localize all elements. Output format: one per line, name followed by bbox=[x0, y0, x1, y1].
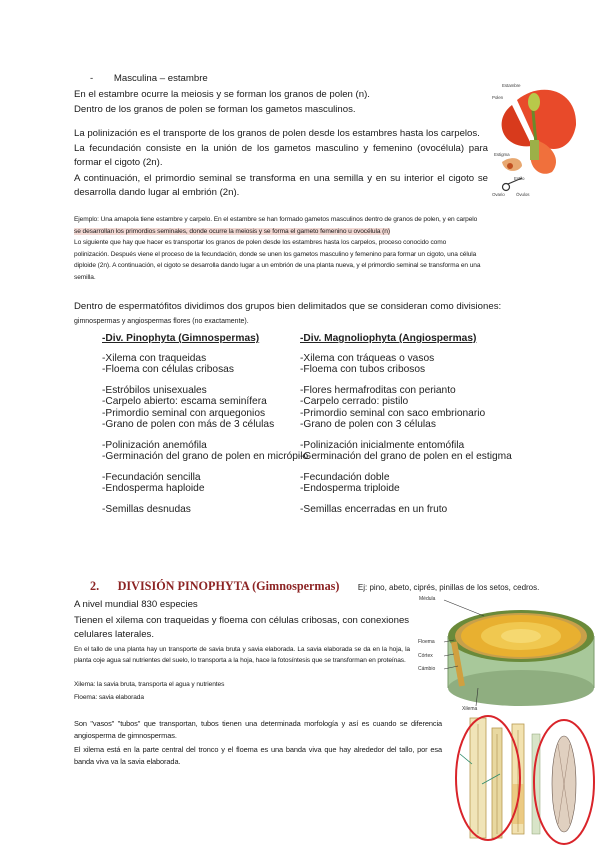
trunk-label-floema: Floema bbox=[418, 639, 435, 645]
flower-label-estilo: Estilo bbox=[514, 176, 525, 181]
right-item: -Germinación del grano de polen en el estigma bbox=[300, 451, 512, 462]
species-count: A nivel mundial 830 especies bbox=[74, 599, 198, 610]
trunk-diagram bbox=[414, 596, 600, 714]
left-item: -Carpelo abierto: escama seminífera bbox=[102, 396, 267, 407]
trunk-label-cortex: Córtex bbox=[418, 653, 433, 659]
phloem-definition: Floema: savia elaborada bbox=[74, 694, 144, 701]
left-item: -Polinización anemófila bbox=[102, 439, 207, 451]
angiosperm-header: -Div. Magnoliophyta (Angiospermas) bbox=[300, 333, 477, 344]
trunk-label-xilema: Xilema bbox=[462, 706, 478, 712]
flower-label-ovario: Ovario bbox=[492, 192, 505, 197]
right-item: -Primordio seminal con saco embrionario bbox=[300, 407, 486, 419]
section-heading bbox=[90, 577, 560, 595]
left-group bbox=[102, 353, 308, 376]
bullet-dash: - bbox=[90, 73, 94, 84]
flower-label-estigma: Estigma bbox=[494, 152, 510, 157]
example-line-4: polinización. Después viene el proceso de la fecundación, donde se unen los gametos masculino y femenino para formar un cigoto, una célula bbox=[74, 250, 477, 258]
section-number: 2. bbox=[90, 579, 100, 593]
phloem-band-text: El xilema está en la parte central del tronco y el floema es una banda viva que hay alrededor del tallo, por esa banda viva va la savia elaborada. bbox=[74, 745, 442, 767]
paragraph-fertilization: La fecundación consiste en la unión de los gametos masculino y femenino (ovocélula) para formar el cigoto (2n). bbox=[74, 143, 488, 168]
right-group bbox=[300, 353, 512, 376]
example-line-2 bbox=[74, 226, 534, 238]
right-item: -Endosperma triploide bbox=[300, 483, 400, 494]
left-item: -Estróbilos unisexuales bbox=[102, 384, 207, 396]
paragraph-meiosis: En el estambre ocurre la meiosis y se forman los granos de polen (n). bbox=[74, 89, 370, 100]
left-group bbox=[102, 440, 308, 463]
trunk-cross-section bbox=[414, 596, 600, 714]
left-group bbox=[102, 385, 308, 431]
vascular-tissue-illustration bbox=[452, 714, 600, 848]
right-item: -Semillas encerradas en un fruto bbox=[300, 503, 448, 515]
division-intro-main: Dentro de espermatófitos dividimos dos grupos bien delimitados que se consideran como divisiones: bbox=[74, 301, 502, 312]
left-group bbox=[102, 472, 308, 495]
example-line-1: Ejemplo: Una amapola tiene estambre y carpelo. En el estambre se han formado gametos masculinos dentro de granos de polen, y en carpelo bbox=[74, 216, 478, 223]
left-item: -Germinación del grano de polen en micrópilo bbox=[102, 451, 309, 462]
example-block bbox=[74, 214, 534, 284]
section-examples: Ej: pino, abeto, ciprés, pinillas de los setos, cedros. bbox=[357, 583, 540, 592]
flower-label-ovulos: Óvulos bbox=[516, 192, 530, 197]
paragraph-pollination: La polinización es el transporte de los granos de polen desde los estambres hasta los carpelos. bbox=[74, 128, 480, 139]
example-line-5: diploide (2n). A continuación, el cigoto se desarrolla dando lugar a un embrión de una planta nueva, y el primordio seminal se transforma en una bbox=[74, 262, 481, 270]
bullet-text: Masculina – estambre bbox=[113, 73, 208, 84]
right-item: -Grano de polen con 3 células bbox=[300, 419, 436, 430]
left-item: -Grano de polen con más de 3 células bbox=[102, 419, 275, 430]
right-group bbox=[300, 385, 512, 431]
right-group bbox=[300, 472, 512, 495]
left-group bbox=[102, 504, 308, 516]
flower-label-polen: Polen bbox=[492, 95, 504, 100]
right-item: -Carpelo cerrado: pistilo bbox=[300, 396, 409, 407]
flower-label-estambre: Estambre bbox=[502, 83, 521, 88]
division-intro-small: gimnospermas y angiospermas flores (no exactamente). bbox=[74, 318, 249, 325]
section-title: DIVISIÓN PINOPHYTA (Gimnospermas) bbox=[117, 579, 340, 593]
paragraph-gametes: Dentro de los granos de polen se forman los gametos masculinos. bbox=[74, 104, 356, 115]
example-line-6: semilla. bbox=[74, 273, 96, 281]
right-group bbox=[300, 440, 512, 463]
right-item: -Xilema con tráqueas o vasos bbox=[300, 352, 435, 364]
left-item: -Semillas desnudas bbox=[102, 503, 191, 515]
gymnosperm-header: -Div. Pinophyta (Gimnospermas) bbox=[102, 333, 260, 344]
example-line-3: Lo siguiente que hay que hacer es transportar los granos de polen desde los estambres hasta los carpelos, proceso conocido como bbox=[74, 239, 447, 247]
right-item: -Floema con tubos cribosos bbox=[300, 364, 426, 375]
angiosperm-column bbox=[300, 333, 512, 524]
right-item: -Polinización inicialmente entomófila bbox=[300, 439, 465, 451]
right-item: -Fecundación doble bbox=[300, 471, 390, 483]
left-item: -Floema con células cribosas bbox=[102, 364, 234, 375]
left-item: -Xilema con traqueidas bbox=[102, 352, 207, 364]
right-group bbox=[300, 504, 512, 516]
bullet-item bbox=[90, 72, 208, 86]
left-item: -Endosperma haploide bbox=[102, 483, 205, 494]
division-intro bbox=[74, 300, 534, 329]
left-item: -Primordio seminal con arquegonios bbox=[102, 407, 266, 419]
gymnosperm-column bbox=[102, 333, 308, 524]
paragraph-seed: A continuación, el primordio seminal se transforma en una semilla y en su interior el cigoto se desarrolla dando lugar al embrión (2n). bbox=[74, 173, 488, 198]
flower-diagram bbox=[492, 80, 580, 200]
trunk-label-medula: Médula bbox=[419, 596, 436, 602]
trunk-label-cambio: Cámbio bbox=[418, 666, 436, 672]
xylem-description: Tienen el xilema con traqueidas y floema con células cribosas, con conexiones celulares laterales. bbox=[74, 615, 410, 640]
xylem-definition: Xilema: la savia bruta, transporta el agua y nutrientes bbox=[74, 681, 225, 688]
vascular-tissue-figure bbox=[452, 714, 600, 848]
example-highlight: se desarrollan los primordios seminales, donde ocurre la meiosis y se forma el gameto femenino u ovocélula (n) bbox=[74, 227, 390, 235]
sap-transport-text: En el tallo de una planta hay un transporte de savia bruta y savia elaborada. La savia elaborada se da en la hoja, la planta coje agua sal nutrientes del suelo, lo transporta a la hoja, hace la fotosíntesis que se transforman en proteínas. bbox=[74, 646, 410, 665]
vessels-text: Son "vasos" "tubos" que transportan, tubos tienen una determinada morfología y así es cuando se diferencia angiosperma de gimnospermas. bbox=[74, 719, 442, 741]
comparison-table bbox=[102, 333, 512, 535]
left-item: -Fecundación sencilla bbox=[102, 471, 201, 483]
right-item: -Flores hermafroditas con perianto bbox=[300, 384, 456, 396]
flower-illustration bbox=[492, 80, 580, 200]
